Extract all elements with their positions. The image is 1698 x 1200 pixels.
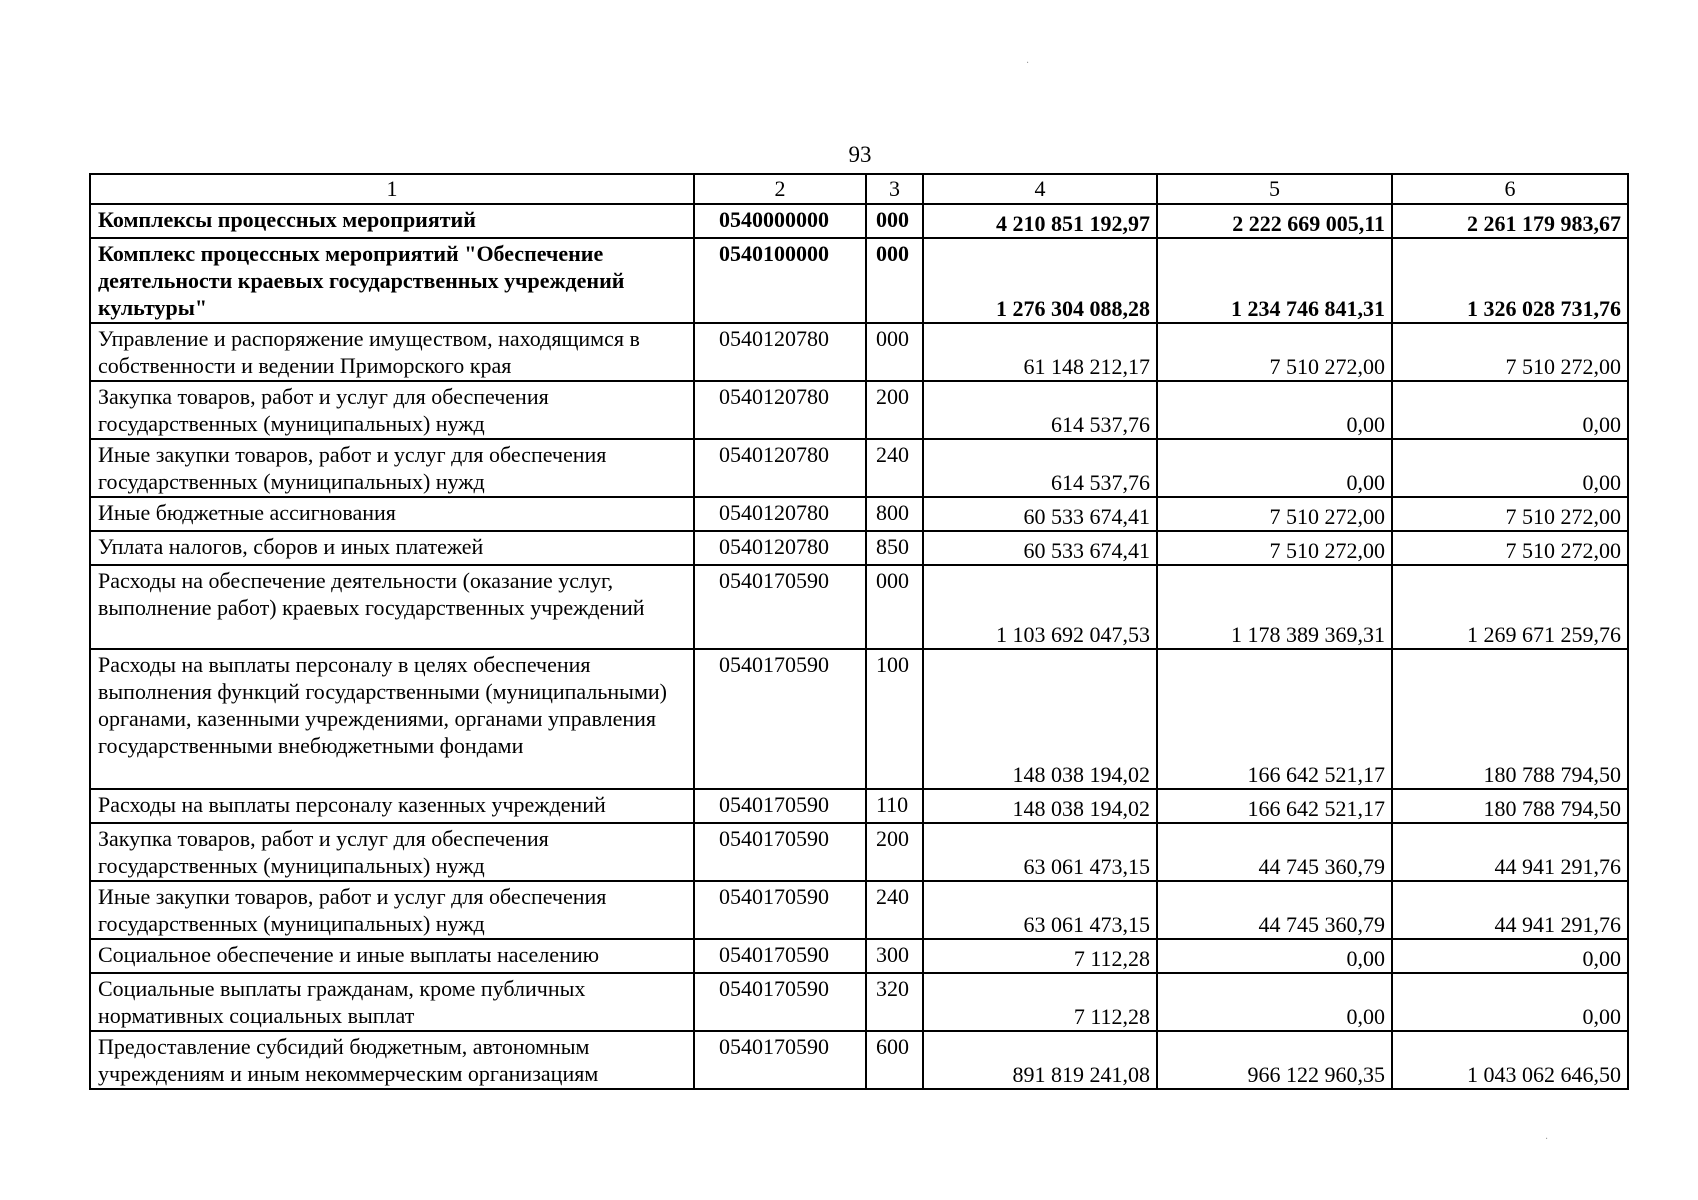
row-value-col4: 4 210 851 192,97 [923,204,1157,238]
row-code-cell: 0540170590 [694,823,866,881]
row-value-col6: 1 043 062 646,50 [1392,1031,1628,1089]
scan-speck: · [1026,58,1030,69]
row-value-col6: 180 788 794,50 [1392,789,1628,823]
table-row [90,789,1628,823]
table-row [90,439,1628,497]
row-code-cell: 0540100000 [694,238,866,323]
row-value-col6: 7 510 272,00 [1392,497,1628,531]
row-name-cell: Иные бюджетные ассигнования [90,497,694,531]
table-row [90,649,1628,789]
row-type-cell: 240 [866,881,923,939]
row-code-cell: 0540120780 [694,439,866,497]
table-row [90,881,1628,939]
row-value-col6: 2 261 179 983,67 [1392,204,1628,238]
row-value-col4: 7 112,28 [923,939,1157,973]
row-type-cell: 200 [866,381,923,439]
row-value-col5: 0,00 [1157,939,1392,973]
row-value-col4: 60 533 674,41 [923,531,1157,565]
row-value-col4: 148 038 194,02 [923,789,1157,823]
row-value-col5: 44 745 360,79 [1157,823,1392,881]
table-row [90,939,1628,973]
row-value-col6: 1 269 671 259,76 [1392,565,1628,649]
row-value-col6: 180 788 794,50 [1392,649,1628,789]
row-value-col5: 0,00 [1157,973,1392,1031]
row-type-cell: 800 [866,497,923,531]
row-type-cell: 320 [866,973,923,1031]
column-header: 5 [1157,174,1392,204]
scan-speck: · [1545,1134,1549,1145]
row-value-col5: 166 642 521,17 [1157,649,1392,789]
row-value-col6: 44 941 291,76 [1392,881,1628,939]
row-code-cell: 0540170590 [694,1031,866,1089]
row-value-col4: 61 148 212,17 [923,323,1157,381]
row-value-col5: 1 234 746 841,31 [1157,238,1392,323]
row-type-cell: 600 [866,1031,923,1089]
row-value-col6: 44 941 291,76 [1392,823,1628,881]
row-value-col6: 0,00 [1392,439,1628,497]
row-type-cell: 100 [866,649,923,789]
table-row [90,973,1628,1031]
row-code-cell: 0540120780 [694,497,866,531]
row-value-col5: 7 510 272,00 [1157,497,1392,531]
row-value-col5: 1 178 389 369,31 [1157,565,1392,649]
column-header: 1 [90,174,694,204]
row-value-col5: 44 745 360,79 [1157,881,1392,939]
table-row [90,497,1628,531]
row-code-cell: 0540170590 [694,881,866,939]
row-value-col5: 166 642 521,17 [1157,789,1392,823]
row-type-cell: 000 [866,238,923,323]
row-code-cell: 0540120780 [694,531,866,565]
row-name-cell: Социальное обеспечение и иные выплаты населению [90,939,694,973]
column-header: 3 [866,174,923,204]
row-name-cell: Расходы на обеспечение деятельности (оказание услуг, выполнение работ) краевых государственных учреждений [90,565,694,649]
row-value-col5: 0,00 [1157,381,1392,439]
row-name-cell: Иные закупки товаров, работ и услуг для обеспечения государственных (муниципальных) нужд [90,881,694,939]
table-row [90,1031,1628,1089]
row-type-cell: 000 [866,323,923,381]
row-value-col4: 1 276 304 088,28 [923,238,1157,323]
row-name-cell: Расходы на выплаты персоналу в целях обеспечения выполнения функций государственными (муниципальными) органами, казенными учреждениями, органами управления государственными внебюджетными фондами [90,649,694,789]
table-row [90,204,1628,238]
row-name-cell: Закупка товаров, работ и услуг для обеспечения государственных (муниципальных) нужд [90,823,694,881]
row-type-cell: 000 [866,204,923,238]
page-number: 93 [848,142,872,167]
row-name-cell: Социальные выплаты гражданам, кроме публичных нормативных социальных выплат [90,973,694,1031]
row-value-col5: 7 510 272,00 [1157,531,1392,565]
row-type-cell: 200 [866,823,923,881]
column-header: 6 [1392,174,1628,204]
row-code-cell: 0540170590 [694,939,866,973]
table-row [90,238,1628,323]
row-value-col4: 148 038 194,02 [923,649,1157,789]
column-header: 4 [923,174,1157,204]
row-value-col6: 7 510 272,00 [1392,531,1628,565]
row-code-cell: 0540000000 [694,204,866,238]
column-header: 2 [694,174,866,204]
row-code-cell: 0540170590 [694,973,866,1031]
row-code-cell: 0540170590 [694,565,866,649]
row-value-col6: 0,00 [1392,939,1628,973]
table-row [90,381,1628,439]
row-type-cell: 110 [866,789,923,823]
row-name-cell: Расходы на выплаты персоналу казенных учреждений [90,789,694,823]
row-value-col4: 63 061 473,15 [923,823,1157,881]
table-header-row [90,174,1628,204]
row-type-cell: 850 [866,531,923,565]
row-value-col5: 966 122 960,35 [1157,1031,1392,1089]
row-type-cell: 240 [866,439,923,497]
row-value-col4: 1 103 692 047,53 [923,565,1157,649]
row-value-col4: 891 819 241,08 [923,1031,1157,1089]
row-value-col4: 614 537,76 [923,381,1157,439]
row-value-col6: 7 510 272,00 [1392,323,1628,381]
row-value-col4: 7 112,28 [923,973,1157,1031]
row-name-cell: Комплексы процессных мероприятий [90,204,694,238]
table-row [90,565,1628,649]
table-row [90,823,1628,881]
row-name-cell: Предоставление субсидий бюджетным, автономным учреждениям и иным некоммерческим организациям [90,1031,694,1089]
row-name-cell: Иные закупки товаров, работ и услуг для обеспечения государственных (муниципальных) нужд [90,439,694,497]
row-code-cell: 0540120780 [694,381,866,439]
row-code-cell: 0540120780 [694,323,866,381]
row-code-cell: 0540170590 [694,649,866,789]
row-value-col4: 63 061 473,15 [923,881,1157,939]
row-value-col5: 7 510 272,00 [1157,323,1392,381]
row-value-col5: 2 222 669 005,11 [1157,204,1392,238]
row-code-cell: 0540170590 [694,789,866,823]
row-type-cell: 300 [866,939,923,973]
row-value-col6: 1 326 028 731,76 [1392,238,1628,323]
row-value-col5: 0,00 [1157,439,1392,497]
row-name-cell: Комплекс процессных мероприятий "Обеспечение деятельности краевых государственных учреждений культуры" [90,238,694,323]
budget-table [89,173,1629,1090]
row-value-col6: 0,00 [1392,381,1628,439]
row-name-cell: Управление и распоряжение имуществом, находящимся в собственности и ведении Приморского края [90,323,694,381]
row-value-col4: 60 533 674,41 [923,497,1157,531]
row-value-col6: 0,00 [1392,973,1628,1031]
row-type-cell: 000 [866,565,923,649]
row-value-col4: 614 537,76 [923,439,1157,497]
table-row [90,531,1628,565]
table-row [90,323,1628,381]
row-name-cell: Уплата налогов, сборов и иных платежей [90,531,694,565]
row-name-cell: Закупка товаров, работ и услуг для обеспечения государственных (муниципальных) нужд [90,381,694,439]
